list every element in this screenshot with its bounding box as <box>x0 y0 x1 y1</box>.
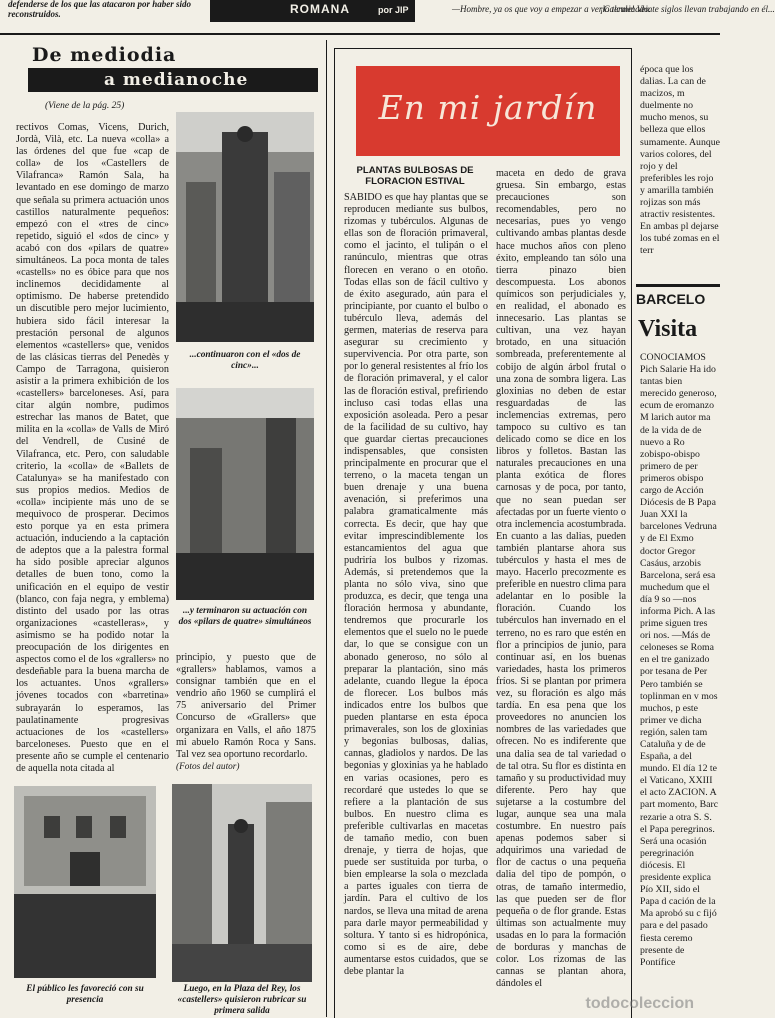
jardin-title-banner <box>356 66 620 156</box>
jardin-column-1-text: SABIDO es que hay plantas que se reproducen mediante sus bulbos, rizomas y tubérculos. Algunas de ellas son de floración primaveral, como el jacinto, el tulipán o el ranúnculo, mientras que otras florecen en verano o en otoño. Todas ellas son de fácil cultivo y de éxito asegurado, aún para el principiante, por cuanto el bulbo o tubérculo lleva, además del germen, materias de reserva para asegurar su crecimiento y supervivencia. Por otra parte, son por lo general resistentes al frío los de floración primaveral, y el calor las de floración estival, prefiriendo incluso casi todas ellas una exposición asoleada. Pero a pesar de la facilidad de su cultivo, hay que guardar ciertas precauciones indispensables, que consisten principalmente en procurar que el terreno, o la maceta tengan un buen drenaje y una buena avenación, si preferimos una palabra gramaticalmente más correcta. Es decir, que hay que evitar imprescindiblemente los estancamientos del agua que pudriría los bulbos y rizomas. Además, si pretendemos que la planta no sólo viva, sino que produzca, es decir, que tenga una floración hermosa y abundante, tendremos que procurarle los elementos que el suelo no le puede dar, lo que se consigue con un abonado generoso, no sólo al preparar la plantación, sino más adelante, cuando llegue la época de florecer. Los bulbos más indicados entre los bulbos que pueden plantarse en esta época primaverales, son los de gloxinias y begonias bulbosas, dalias, cannas, gladiolos y nardos. De las begonias y gloxinias ya he hablado en varias ocasiones, pero es recordaré que ustedes lo que se refiere a la plantación de sus bulbos. En nuestro clima es preferible cultivarlas en macetas de tamaño medio, con buen drenaje, y tierra de hojas, que puede ser sustituida por turba, o bien emplearse la sola o mezclada a partes iguales con tierra de jardín. Para el cultivo de los nardos, se lleva una mitad de arena para darle mayor permeabilidad y soltura. Y tanto si es hidropónica, como si es de aire, debe aumentarse estos cuidados, que se debe plantar la <box>344 192 488 977</box>
right-headline: Visita <box>638 316 698 342</box>
photo-crowd <box>14 786 156 978</box>
photo-credit: (Fotos del autor) <box>176 762 240 772</box>
jardin-column-2 <box>496 168 626 1014</box>
article-column-1 <box>16 122 169 784</box>
photo-caption-4: Luego, en la Plaza del Rey, los «castellers» quisieron rubricar su primera salida <box>177 984 307 1016</box>
top-banner-title: ROMANA <box>290 2 350 16</box>
right-column-top-text: época que los dalias. La can de macizos, m duelmente no mucho menos, su belleza que ellos sumamente. Aunque varios colores, del rojo y del preferibles les rojo y amarilla también rojizas son más atractiv resistentes. En ambas pl dejarse los tubé zomas en el terr <box>640 64 720 257</box>
top-cartoon-caption-1: —Hombre, ya os que voy a empezar a verlo terminado. <box>452 4 651 14</box>
article-column-2 <box>176 652 316 760</box>
jardin-title: En mi jardín <box>378 88 598 127</box>
top-cartoon-caption-2: ¡Calcule! Veinte siglos llevan trabajando en él... <box>600 4 775 14</box>
headline-line-1: De mediodia <box>32 44 177 66</box>
top-continuation-text: defenderse de los que las atacaron por haber sido reconstruidos. <box>8 0 191 19</box>
top-banner <box>210 0 415 22</box>
photo-caption-1: ...continuaron con el «dos de cinc»... <box>189 350 301 371</box>
jardin-column-2-text: maceta en dedo de grava gruesa. Sin embargo, estas precauciones son recomendables, pero no necesarias, pues yo vengo cultivando ambas plantas desde hace muchos años con pleno éxito, empleando tan sólo una tierra pinazo bien descompuesta. Los abonos químicos son perjudiciales y, en realidad, el abonado es innecesario. Las plantas se cultivan, una vez hayan brotado, en una situación sombreada, preferentemente al cobijo de algún árbol frutal o una zona de sombra ligera. Las gloxinias no deben de estar resguardadas de las inclemencias extremas, pero tampoco su cultivo es tan delicado como se dice en los libros y folletos. Bastan las naturales precauciones en una planta exótica de flores carnosas y de poca, por tanto, que no sean puedan ser afectadas por un fuerte viento o otra inclemencia acostumbrada. En cuanto a las dalias, pueden también plantarse ahora sus tubérculos y hasta el mes de mayo. Hacerlo precozmente es preferible en nuestro clima para adelantar en lo posible la floración. Cuando los tubérculos han invernado en el terreno, no es raro que estén en flor a principios de junio, para continuar así, en los buenas variedades, hasta los primeros fríos. Si se plantan por primera vez, su floración es algo más tardía. En esa pena que los proveedores no anuncien los nombres de las variedades que ofrecen. No es indiferente que una dalia sea de tal variedad o de tal otra. Su flor es distinta en tamaño y su productividad muy diferente. Pero hay que sujetarse a la costumbre del lugar, aunque sea una mala costumbre. En nuestro país apenas podemos saber si adquirimos una variedad de flor de cactus o una pequeña dalia del tipo de pompón, o otras, de tamaño intermedio, las que pueden ser de flor pequeña o de flor grande. Estas últimas son actualmente muy usadas en lo para la formación de borduras y manchas de color. Los rizomas de las cannas se plantan ahora, dándoles el <box>496 168 626 990</box>
photo-caption-2: ...y terminaron su actuación con dos «pilars de quatre» simultáneos <box>178 606 312 627</box>
photo-castell-2 <box>176 388 314 600</box>
right-section-label: BARCELO <box>636 284 720 304</box>
jardin-column-1 <box>344 192 488 1014</box>
article-headline <box>28 44 318 96</box>
photo-caption-3: El público les favoreció con su presencia <box>26 984 144 1005</box>
right-column-top <box>640 64 720 274</box>
jardin-subhead: PLANTAS BULBOSAS DE FLORACION ESTIVAL <box>356 165 474 187</box>
watermark: todocoleccion <box>585 995 694 1012</box>
article-column-2-text: principio, y puesto que de «grallers» hablamos, vamos a consignar también que en el vendrio año 1960 se cumplirá el 75 aniversario del Primer Concurso de «Grallers» que organizara en Valls, el año 1875 mi abuelo Ramón Roca y Sans. Tal vez sea oportuno recordarlo. <box>176 652 316 760</box>
headline-line-2: a medianoche <box>28 68 318 92</box>
column-divider <box>326 40 327 1017</box>
top-banner-byline: por JIP <box>378 5 409 15</box>
article-column-1-text: rectivos Comas, Vicens, Durich, Jordà, Vilà, etc. La nueva «colla» a las órdenes del que fue «cap de colla» de los «Castellers de Vilafranca» Ramón Sala, ha levantado en ese domingo de marzo que señala su primera actuación unos castillos naturalmente pequeños: empezó con el «tres de cinc» repetido, siguió el «dos de cinc» y acabó con dos «pilars de quatre» simultáneos. La poca monta de tales «castells» no es óbice para que nos inclinemos decididamente al optimismo. De haberse pretendido un discutible pero mejor lucimiento, hubiera sido fácil interesar la prestación personal de algunos elementos «castellers» que, venidos de las clásicas tierras del Penedès y Campo de Tarragona, quisieron asistir a la primera exhibición de los «castellers» barceloneses. Así, para citar algún nombre, pudimos estrechar las manos de Batet, que milita en la «colla» de Valls de Miró del Vendrell, de Cusiné de Vilafranca, etc. Pero, con saludable criterio, la «colla» de «Ballets de Catalunya» se ha manifestado con sus propios medios. Medios de «colla» incipiente más uno de se mequivoco de prosperar. Decimos esto porque ya en esta primera actuación, induciendo a la captación de adeptos que a la palestra formal ha sido posible apreciar algunos detalles de buen tono, como la unificación en el equipo de vestir (blanco, con faja negra, y emblema) distinto del usado por las otras organizaciones «castelleras», y asimismo se ha podido notar la preocupación de los dirigentes en aspectos como el de los «grallers» no desdeñable para la buena marcha de los actuantes. Unos «grallers» jóvenes tocados con «barretina» subrayarán lo esperamos, las paulatinamente progresivas actuaciones de los «castellers» barceloneses. Puesto que en el presente año se cumple el centenario de aquella nota citada al <box>16 122 169 774</box>
right-column-body <box>640 352 720 1017</box>
top-rule <box>0 33 720 35</box>
continued-from: (Viene de la pág. 25) <box>45 101 125 111</box>
right-column-body-text: CONOCIAMOS Pich Salarie Ha ido tantas bien merecido generoso, ecum de eromanzo M larich autor ma de la vida de de nuevo a Ro zobispo-obispo primero de per primeros obispo cargo de Acción Diócesis de B Papa Juan XXI la barcelones Vedruna y de El Exmo doctor Gregor Casáus, arzobis Barcelona, será esa muchedum que el día 9 so —nos informa Pich. A las prime siguen tres ori nos. —Más de celoneses se Roma en el tre ganizado por tesana de Per Pero también se toplinman en v mos muchos, p este primer ve dicha región, salen tam Cataluña y de de España, a del mundo. El día 12 te el Vaticano, XXIII el acto ZACION. A part momento, Barc rezarie a otra S. S. el Papa peregrinos. Será una ocasión peregrinación diócesis. El presidente explica Pío XII, sido el Papa d cación de la Ma aprobó su c fijó para e del pasado fiesta ceremo presente de Pontífice <box>640 352 719 968</box>
photo-castell-1 <box>176 112 314 342</box>
photo-plaza-del-rey <box>172 784 312 982</box>
